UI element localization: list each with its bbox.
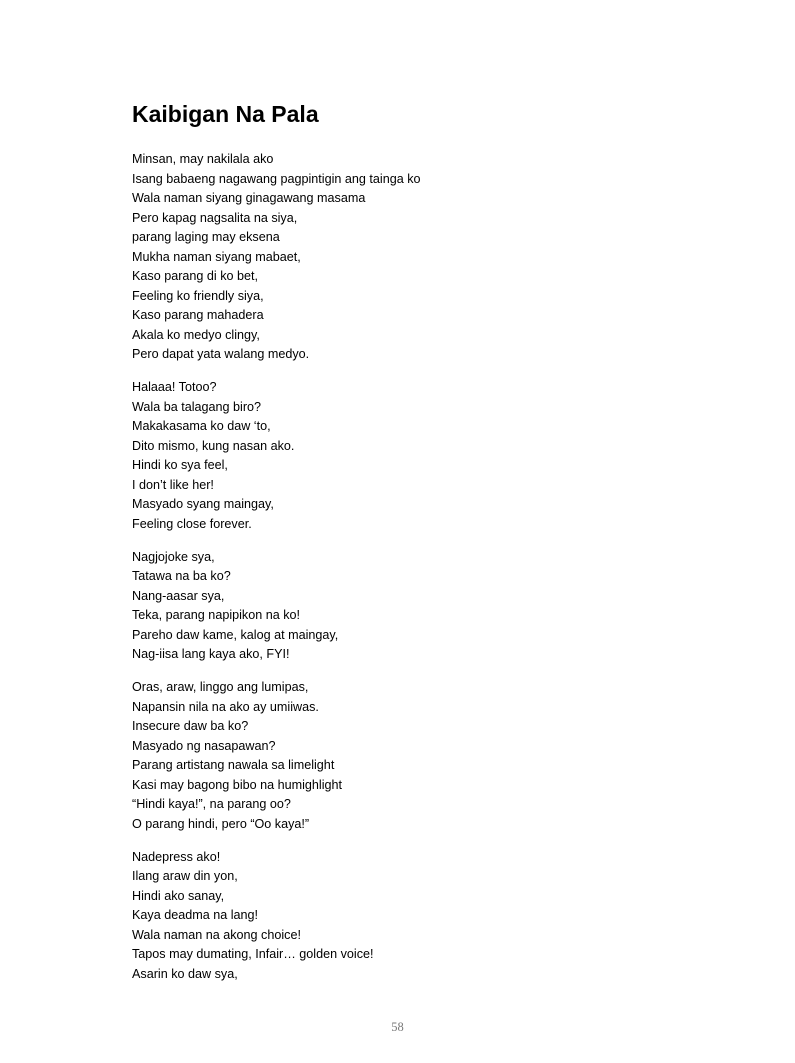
poem-line: Wala ba talagang biro? [132, 399, 262, 414]
poem-line: Isang babaeng nagawang pagpintigin ang tainga ko [132, 171, 421, 186]
stanza [132, 150, 732, 365]
poem-line: Pareho daw kame, kalog at maingay, [132, 627, 339, 642]
poem-line: Mukha naman siyang mabaet, [132, 249, 301, 264]
poem-line: Asarin ko daw sya, [132, 966, 238, 981]
poem-line: Teka, parang napipikon na ko! [132, 608, 301, 622]
poem-line: Dito mismo, kung nasan ako. [132, 438, 295, 453]
poem-line: Makakasama ko daw ‘to, [132, 419, 271, 433]
poem-line: Kaso parang di ko bet, [132, 269, 259, 283]
poem-line: Hindi ako sanay, [132, 888, 225, 903]
poem-line: parang laging may eksena [132, 230, 280, 244]
stanza [132, 678, 732, 834]
poem-line: Wala naman siyang ginagawang masama [132, 191, 366, 205]
poem-line: Nag-iisa lang kaya ako, FYI! [132, 647, 290, 661]
poem-line: Pero dapat yata walang medyo. [132, 347, 310, 361]
page-number: 58 [391, 1020, 404, 1034]
poem-body [132, 150, 732, 998]
poem-line: Ilang araw din yon, [132, 869, 238, 883]
poem-line: Halaaa! Totoo? [132, 380, 217, 394]
poem-line: Kasi may bagong bibo na humighlight [132, 777, 343, 792]
poem-line: Feeling ko friendly siya, [132, 288, 264, 303]
poem-line: Masyado ng nasapawan? [132, 738, 276, 753]
poem-line: Tatawa na ba ko? [132, 569, 231, 583]
poem-line: Akala ko medyo clingy, [132, 327, 260, 342]
poem-line: Nagjojoke sya, [132, 549, 215, 564]
poem-line: Parang artistang nawala sa limelight [132, 758, 335, 772]
poem-line: Pero kapag nagsalita na siya, [132, 210, 298, 225]
poem-line: Nang-aasar sya, [132, 588, 225, 603]
poem-line: “Hindi kaya!”, na parang oo? [132, 797, 291, 811]
poem-line: Insecure daw ba ko? [132, 719, 249, 733]
poem-line: I don’t like her! [132, 477, 214, 492]
poem-line: Kaya deadma na lang! [132, 908, 259, 922]
poem-line: Nadepress ako! [132, 849, 221, 864]
poem-line: Napansin nila na ako ay umiiwas. [132, 699, 319, 714]
stanza [132, 378, 732, 534]
poem-line: Oras, araw, linggo ang lumipas, [132, 680, 309, 694]
poem-line: Masyado syang maingay, [132, 497, 274, 511]
poem-line: Hindi ko sya feel, [132, 458, 228, 472]
stanza [132, 848, 732, 985]
poem-line: Minsan, may nakilala ako [132, 152, 274, 166]
poem-line: Tapos may dumating, Infair… golden voice! [132, 947, 374, 961]
poem-line: Wala naman na akong choice! [132, 927, 301, 942]
stanza [132, 548, 732, 665]
poem-line: Kaso parang mahadera [132, 308, 264, 322]
poem-line: O parang hindi, pero “Oo kaya!” [132, 816, 310, 831]
page-title: Kaibigan Na Pala [132, 101, 319, 127]
poem-line: Feeling close forever. [132, 516, 252, 531]
